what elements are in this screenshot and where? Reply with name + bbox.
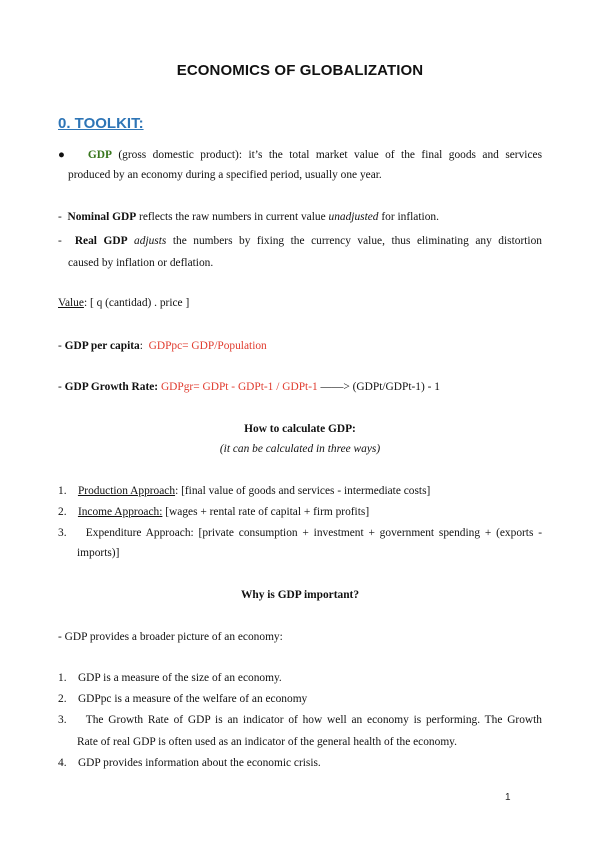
nominal-gdp-term: Nominal GDP [67, 211, 137, 223]
gdp-definition-line2: produced by an economy during a specified period, usually one year. [68, 169, 382, 181]
real-gdp-text: the numbers by fixing the currency value, thus eliminating any distortion [172, 235, 542, 247]
list-item [58, 673, 542, 684]
list-item-continuation: imports)] [77, 547, 120, 559]
dash: - [58, 211, 62, 223]
value-line [58, 298, 542, 309]
list-item [58, 758, 542, 769]
nominal-gdp-text-a: reflects the raw numbers in current value [139, 211, 326, 223]
nominal-gdp-emphasis: unadjusted [328, 211, 379, 223]
list-number: 1. [58, 485, 67, 497]
gdp-growth-rate-line [58, 382, 542, 393]
bullet-icon: ● [58, 149, 69, 161]
approach-label: Production Approach [77, 485, 176, 497]
list-number: 2. [58, 506, 67, 518]
approach-text: Expenditure Approach: [private consumption + investment + government spending + (exports - [85, 527, 543, 539]
why-heading: Why is GDP important? [240, 589, 360, 601]
list-number: 1. [58, 672, 67, 684]
real-gdp-line1 [58, 236, 542, 247]
list-item [58, 507, 542, 518]
approach-text: [wages + rental rate of capital + firm profits] [162, 506, 370, 518]
nominal-gdp-line [58, 212, 542, 223]
dash: - [58, 235, 62, 247]
document-title: ECONOMICS OF GLOBALIZATION [176, 62, 424, 79]
gdp-growth-rate-term: GDP Growth Rate: [64, 381, 159, 393]
gdp-growth-rate-result: (GDPt/GDPt-1) - 1 [352, 381, 440, 393]
list-item-text: GDP provides information about the economic crisis. [77, 757, 321, 769]
real-gdp-emphasis: adjusts [134, 235, 167, 247]
gdp-per-capita-formula: GDPpc= GDP/Population [148, 340, 267, 352]
why-intro: - GDP provides a broader picture of an economy: [58, 631, 283, 643]
list-item [58, 528, 542, 539]
value-label: Value [58, 297, 84, 309]
real-gdp-term: Real GDP [74, 235, 128, 247]
list-number: 2. [58, 693, 67, 705]
gdp-per-capita-line [58, 341, 542, 352]
real-gdp-line2: caused by inflation or deflation. [68, 257, 214, 269]
gdp-definition-line1 [58, 150, 542, 161]
value-text: : [ q (cantidad) . price ] [83, 297, 190, 309]
list-item-text: GDP is a measure of the size of an economy. [77, 672, 282, 684]
gdp-definition-text: (gross domestic product): it’s the total market value of the final goods and services [118, 149, 543, 161]
nominal-gdp-text-b: for inflation. [381, 211, 439, 223]
arrow: ——> [320, 381, 350, 393]
colon: : [139, 340, 143, 352]
list-item [58, 715, 542, 726]
dash: - [58, 340, 65, 352]
list-number: 3. [58, 527, 67, 539]
approach-label: Income Approach: [77, 506, 163, 518]
gdp-growth-rate-formula: GDPgr= GDPt - GDPt-1 / GDPt-1 [160, 381, 318, 393]
list-number: 3. [58, 714, 67, 726]
list-number: 4. [58, 757, 67, 769]
gdp-per-capita-term: GDP per capita [64, 340, 140, 352]
list-item-continuation: Rate of real GDP is often used as an indicator of the general health of the economy. [77, 736, 457, 748]
list-item [58, 694, 542, 705]
how-heading: How to calculate GDP: [244, 423, 356, 435]
list-item [58, 486, 542, 497]
gdp-term: GDP [87, 149, 112, 161]
how-subheading: (it can be calculated in three ways) [219, 443, 381, 455]
list-item-text: The Growth Rate of GDP is an indicator of how well an economy is performing. The Growth [85, 714, 542, 726]
page-number: 1 [505, 792, 511, 803]
list-item-text: GDPpc is a measure of the welfare of an economy [77, 693, 308, 705]
dash: - [58, 381, 65, 393]
approach-text: : [final value of goods and services - intermediate costs] [175, 485, 431, 497]
section-heading: 0. TOOLKIT: [58, 115, 144, 132]
